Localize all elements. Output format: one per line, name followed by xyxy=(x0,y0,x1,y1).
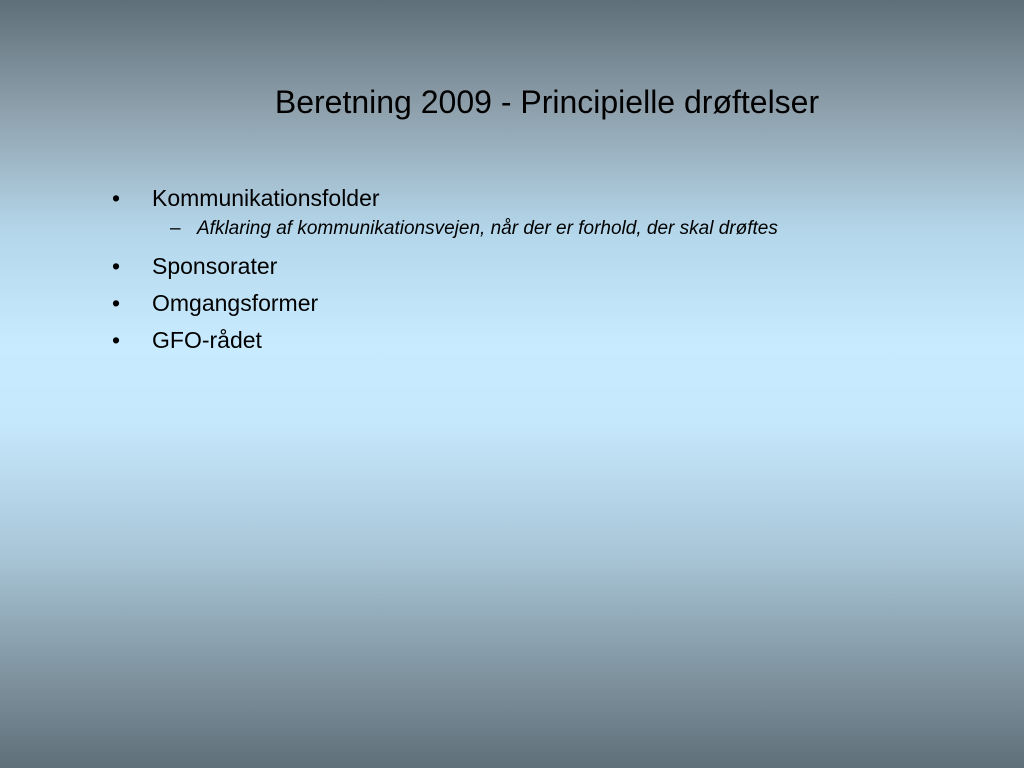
list-item-text: Sponsorater xyxy=(152,253,278,279)
slide-title: Beretning 2009 - Principielle drøftelser xyxy=(274,84,820,120)
list-item xyxy=(112,252,992,289)
bullet-icon: • xyxy=(112,290,121,316)
list-item xyxy=(112,326,992,363)
sub-list-item xyxy=(112,217,992,252)
list-item-text: GFO-rådet xyxy=(152,327,262,353)
list-item-text: Kommunikationsfolder xyxy=(152,185,380,211)
dash-icon: – xyxy=(170,218,181,239)
bullet-icon: • xyxy=(112,253,121,279)
sub-list-item-text: Afklaring af kommunikationsvejen, når der er forhold, der skal drøftes xyxy=(197,218,778,239)
bullet-icon: • xyxy=(112,185,121,211)
list-item-text: Omgangsformer xyxy=(152,290,319,316)
bullet-list xyxy=(112,184,992,363)
list-item xyxy=(112,184,992,221)
list-item xyxy=(112,289,992,326)
bullet-icon: • xyxy=(112,327,121,353)
